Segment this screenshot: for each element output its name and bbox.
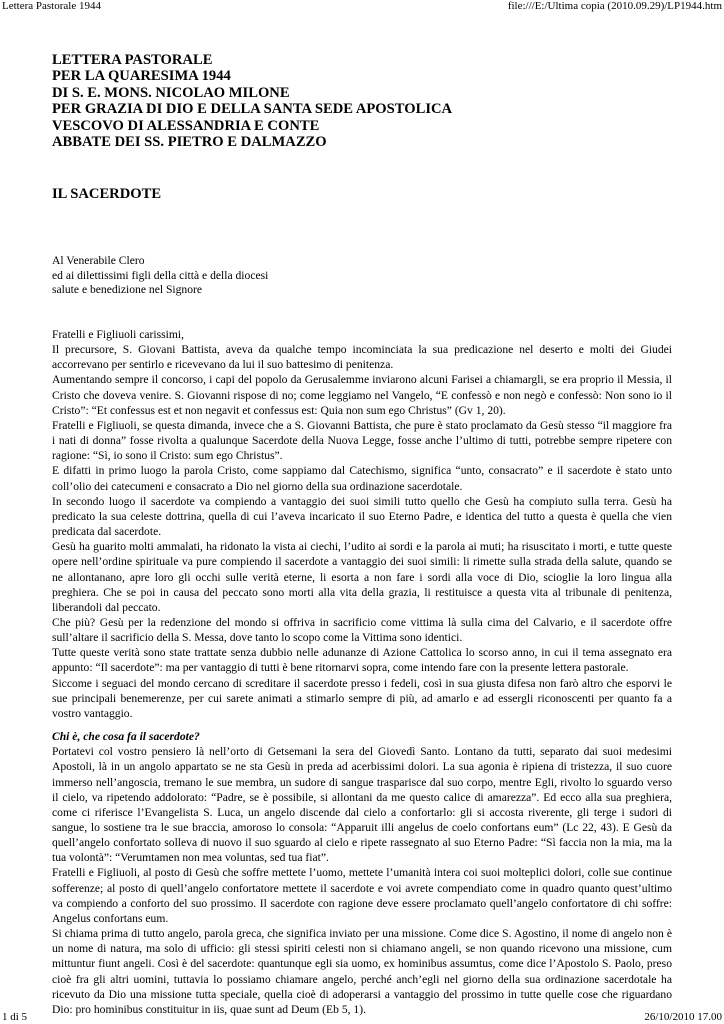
title-line: ABBATE DEI SS. PIETRO E DALMAZZO <box>52 134 327 151</box>
section-title: IL SACERDOTE <box>52 186 162 202</box>
title-line: DI S. E. MONS. NICOLAO MILONE <box>52 84 290 101</box>
page-header-url: file:///E:/Ultima copia (2010.09.29)/LP1944.htm <box>507 0 722 12</box>
paragraph-gap <box>52 721 672 729</box>
paragraph: Siccome i seguaci del mondo cercano di screditare il sacerdote presso i fedeli, così in sua giusta difesa non farò altro che esporvi le sue principali benemerenze, per cui sarete animati a stimarlo sempre di più, ad amarlo e ad essergli riconoscenti per quanto fa a vostro vantaggio. <box>52 676 672 720</box>
page-footer-pagecount: 1 di 5 <box>2 1011 28 1023</box>
salutation-line: ed ai dilettissimi figli della città e della diocesi <box>52 268 269 282</box>
salutation-line: Al Venerabile Clero <box>52 254 145 267</box>
paragraph: E difatti in primo luogo la parola Cristo, come sappiamo dal Catechismo, significa “unto, consacrato” e il sacerdote è stato unto coll’olio dei catecumeni e consacrato a Dio nel giorno della sua ordinazione sacerdotale. <box>52 464 672 493</box>
title-line: LETTERA PASTORALE <box>52 52 213 68</box>
salutation <box>52 254 268 298</box>
page-footer-datetime: 26/10/2010 17.00 <box>644 1011 722 1023</box>
paragraph: Fratelli e Figliuoli, al posto di Gesù che soffre mettete l’uomo, mettete l’umanità intera coi suoi molteplici dolori, colle sue continue sofferenze; al posto di quell’angelo confortatore mettete il sacerdote e voi avrete compendiato come in quadro quanto quest’ultimo va compiendo a conforto del suo prossimo. Il sacerdote con ragione deve essere proclamato quell’angelo confortatore di chi soffre: Angelus confortans eum. <box>52 866 672 925</box>
paragraph: Che più? Gesù per la redenzione del mondo si offriva in sacrificio come vittima là sulla cima del Calvario, e il sacerdote offre sull’altare il sacrificio della S. Messa, dove tanto lo scopo come la Vittima sono identici. <box>52 615 672 645</box>
title-line: VESCOVO DI ALESSANDRIA E CONTE <box>52 117 320 134</box>
paragraph: Fratelli e Figliuoli, se questa dimanda, invece che a S. Giovanni Battista, che pure è stato proclamato da Gesù stesso “il maggiore fra i nati di donna” fosse rivolta a qualunque Sacerdote della Nuova Legge, fosse anche l’ultimo di tutti, potrebbe sempre ripetere con ragione: “Sì, io sono il Cristo: sum ego Christus”. <box>52 418 672 463</box>
paragraph: Il precursore, S. Giovani Battista, aveva da qualche tempo incominciata la sua predicazione nel deserto e molti dei Giudei accorrevano per sentirlo e ricevevano da lui il suo battesimo di penitenza. <box>52 343 672 372</box>
subsection-heading: Chi è, che cosa fa il sacerdote? <box>52 730 200 744</box>
paragraph: Fratelli e Figliuoli carissimi, <box>52 328 185 341</box>
page-header-title: Lettera Pastorale 1944 <box>2 0 101 12</box>
paragraph: Si chiama prima di tutto angelo, parola greca, che significa inviato per una missione. Come dice S. Agostino, il nome di angelo non è un nome di natura, ma solo di ufficio: gli stessi spiriti celesti non si chiamano angeli, se non quando ricevono una missione, cum mittuntur fiunt angeli. Così è del sacerdote: quantunque egli sia uomo, ex hominibus assumtus, come dice l’Apostolo S. Paolo, preso cioè fra gli altri uomini, tuttavia lo possiamo chiamare angelo, perché anch’egli nel giorno della sua ordinazione sacerdotale ha ricevuto da Dio una missione tutta speciale, quella cioè di adoperarsi a vantaggio del prossimo in tutte quelle cose che riguardano Dio: pro hominibus constituitur in iis, quae sunt ad Deum (Eb 5, 1). <box>52 927 672 1016</box>
paragraph: Aumentando sempre il concorso, i capi del popolo da Gerusalemme inviarono alcuni Farisei a chiamargli, se era proprio il Messia, il Cristo che doveva venire. S. Giovanni rispose di no; come leggiamo nel Vangelo, “E confessò e non negò e confessò: Non sono io il Cristo”: “Et confessus est et non negavit et confessus est: Quia non sum ego Christus” (Gv 1, 20). <box>52 373 672 417</box>
paragraph: Gesù ha guarito molti ammalati, ha ridonato la vista ai ciechi, l’udito ai sordi e la parola ai muti; ha risuscitato i morti, e tutte queste opere nell’ordine spirituale va pure compiendo il sacerdote a vantaggio dei suoi simili: li rimette sulla strada della salute, quando se ne allontanano, apre loro gli occhi sulle verità eterne, li esorta a non fare i sordi alla voce di Dio, scioglie la loro lingua alla preghiera. Che se poi in causa del peccato sono morti alla vita della grazia, li restituisce a questa vita al tribunale di penitenza, liberandoli dal peccato. <box>52 540 672 614</box>
paragraph: In secondo luogo il sacerdote va compiendo a vantaggio dei suoi simili tutto quello che Gesù ha compiuto sulla terra. Gesù ha predicato la sua celeste dottrina, quella di cui l’aveva incaricato il suo Eterno Padre, e identica del tutto a questa è quella che vien predicata dal sacerdote. <box>52 494 672 539</box>
letter-body <box>52 327 672 1017</box>
paragraph: Portatevi col vostro pensiero là nell’orto di Getsemani la sera del Giovedì Santo. Lontano da tutti, separato dai suoi medesimi Apostoli, là in un angolo appartato se ne sta Gesù in preda ad acerbissimi dolori. La sua agonia è ripiena di tristezza, il suo cuore immerso nell’angoscia, tremano le sue membra, un sudore di sangue trasparisce dal suo corpo, mentre Egli, rivolto lo sguardo verso il cielo, va ripetendo addolorato: “Padre, se è possibile, si allontani da me questo calice di amarezza”. Ed ecco alla sua preghiera, come ci riferisce l’Evangelista S. Luca, un angelo discende dal cielo a confortarlo: gli si accosta riverente, gli terge i sudori di sangue, lo sostiene tra le sue braccia, amoroso lo consola: “Apparuit illi angelus de coelo confortans eum” (Lc 22, 43). E Gesù da quell’angelo confortato solleva di nuovo il suo sguardo al cielo e ripete rassegnato al suo Eterno Padre: “Sì faccia non la mia, ma la tua volontà”: “Verumtamen non mea voluntas, sed tua fiat”. <box>52 745 672 865</box>
letter-title <box>52 52 452 150</box>
title-line: PER LA QUARESIMA 1944 <box>52 68 231 85</box>
salutation-line: salute e benedizione nel Signore <box>52 283 203 297</box>
title-line: PER GRAZIA DI DIO E DELLA SANTA SEDE APOSTOLICA <box>52 101 453 118</box>
paragraph: Tutte queste verità sono state trattate senza dubbio nelle adunanze di Azione Cattolica lo scorso anno, in cui il tema assegnato era appunto: “Il sacerdote”: ma per vantaggio di tutti è bene ritornarvi sopra, come intendo fare con la presente lettera pastorale. <box>52 646 672 675</box>
